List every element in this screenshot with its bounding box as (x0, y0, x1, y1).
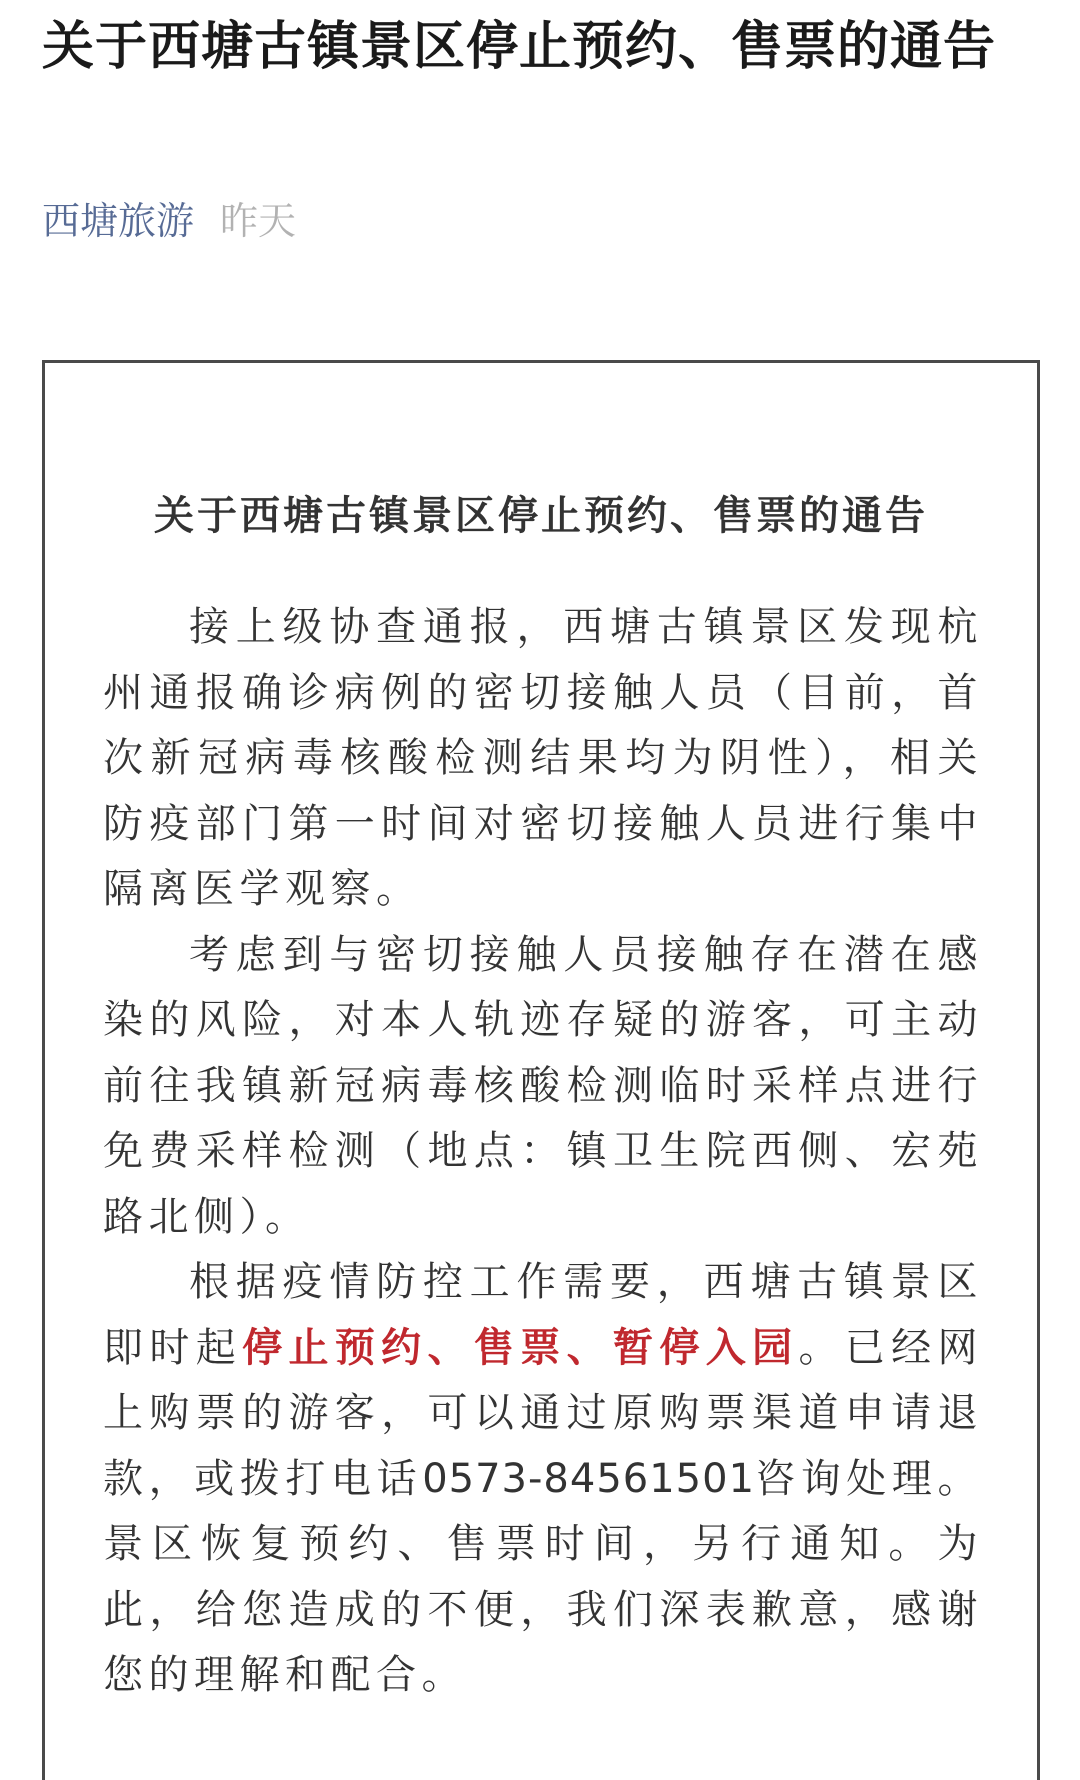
article-meta (42, 196, 296, 246)
publish-date: 昨天 (220, 199, 297, 243)
notice-paragraph-1: 接上级协查通报，西塘古镇景区发现杭州通报确诊病例的密切接触人员（目前，首次新冠病毒核酸检测结果均为阴性），相关防疫部门第一时间对密切接触人员进行集中隔离医学观察。 (103, 604, 983, 912)
account-name-link[interactable]: 西塘旅游 (42, 199, 195, 243)
paragraph-3-refund-text: 。已经网上购票的游客，可以通过原购票渠道申请退款，或拨打电话 (103, 1324, 984, 1502)
article-title: 关于西塘古镇景区停止预约、售票的通告 (42, 17, 997, 77)
notice-paragraph-3 (103, 1250, 983, 1709)
contact-phone-number[interactable]: 0573-84561501 (422, 1455, 756, 1502)
paragraph-3-closing-text: 咨询处理。景区恢复预约、售票时间，另行通知。为此，给您造成的不便，我们深表歉意，感谢您的理解和配合。 (103, 1455, 984, 1698)
notice-paragraph-2: 考虑到与密切接触人员接触存在潜在感染的风险，对本人轨迹存疑的游客，可主动前往我镇新冠病毒核酸检测临时采样点进行免费采样检测（地点：镇卫生院西侧、宏苑路北侧）。 (103, 931, 983, 1240)
notice-title: 关于西塘古镇景区停止预约、售票的通告 (154, 493, 928, 539)
notice-body (103, 595, 983, 1709)
notice-box (42, 360, 1040, 1780)
paragraph-3-intro: 根据疫情防控工作需要，西塘古镇景区即时起 (103, 1259, 983, 1371)
highlighted-suspension-text: 停止预约、售票、暂停入园 (242, 1324, 799, 1371)
